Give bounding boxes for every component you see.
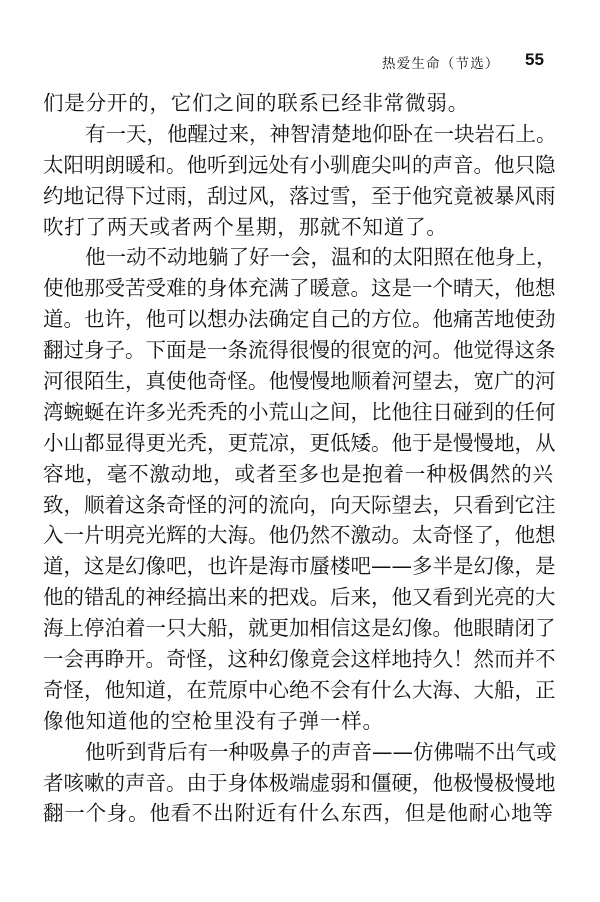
text-line: 奇怪，他知道，在荒原中心绝不会有什么大海、大船，正 [43,677,556,702]
text-line: 他听到背后有一种吸鼻子的声音——仿佛喘不出气或 [85,739,557,764]
text-line: 河很陌生，真使他奇怪。他慢慢地顺着河望去，宽广的河 [43,369,556,394]
text-line: 海上停泊着一只大船，就更加相信这是幻像。他眼睛闭了 [43,616,556,641]
text-line: 道。也许，他可以想办法确定自己的方位。他痛苦地使劲 [43,307,556,332]
text-line: 湾蜿蜒在许多光秃秃的小荒山之间，比他往日碰到的任何 [43,399,556,424]
text-line: 使他那受苦受难的身体充满了暖意。这是一个晴天，他想 [43,276,556,301]
text-line: 翻一个身。他看不出附近有什么东西，但是他耐心地等 [43,801,553,826]
body-text [43,88,557,829]
text-line: 他的错乱的神经搞出来的把戏。后来，他又看到光亮的大 [43,585,556,610]
text-line: 入一片明亮光辉的大海。他仍然不激动。太奇怪了，他想 [43,523,556,548]
text-line: 一会再睁开。奇怪，这种幻像竟会这样地持久！然而并不 [43,647,556,672]
text-line: 小山都显得更光秃，更荒凉，更低矮。他于是慢慢地，从 [43,430,556,455]
text-line: 者咳嗽的声音。由于身体极端虚弱和僵硬，他极慢极慢地 [43,770,556,795]
text-line: 约地记得下过雨，刮过风，落过雪，至于他究竟被暴风雨 [43,183,556,208]
page-number: 55 [525,50,544,69]
text-line: 他一动不动地躺了好一会，温和的太阳照在他身上， [85,245,557,270]
text-line: 像他知道他的空枪里没有子弹一样。 [43,708,384,733]
text-line: 容地，毫不激动地，或者至多也是抱着一种极偶然的兴 [43,461,553,486]
text-line: 翻过身子。下面是一条流得很慢的很宽的河。他觉得这条 [43,338,556,363]
running-title: 热爱生命（节选） [382,56,500,72]
text-line: 们是分开的，它们之间的联系已经非常微弱。 [43,91,469,115]
text-line: 太阳明朗暖和。他听到远处有小驯鹿尖叫的声音。他只隐 [43,152,556,177]
text-line: 吹打了两天或者两个星期，那就不知道了。 [43,214,448,239]
text-line: 道，这是幻像吧，也许是海市蜃楼吧——多半是幻像，是 [43,554,556,579]
text-line: 致，顺着这条奇怪的河的流向，向天际望去，只看到它注 [43,492,556,517]
text-line: 有一天，他醒过来，神智清楚地仰卧在一块岩石上。 [85,121,557,146]
page-header [0,50,600,72]
